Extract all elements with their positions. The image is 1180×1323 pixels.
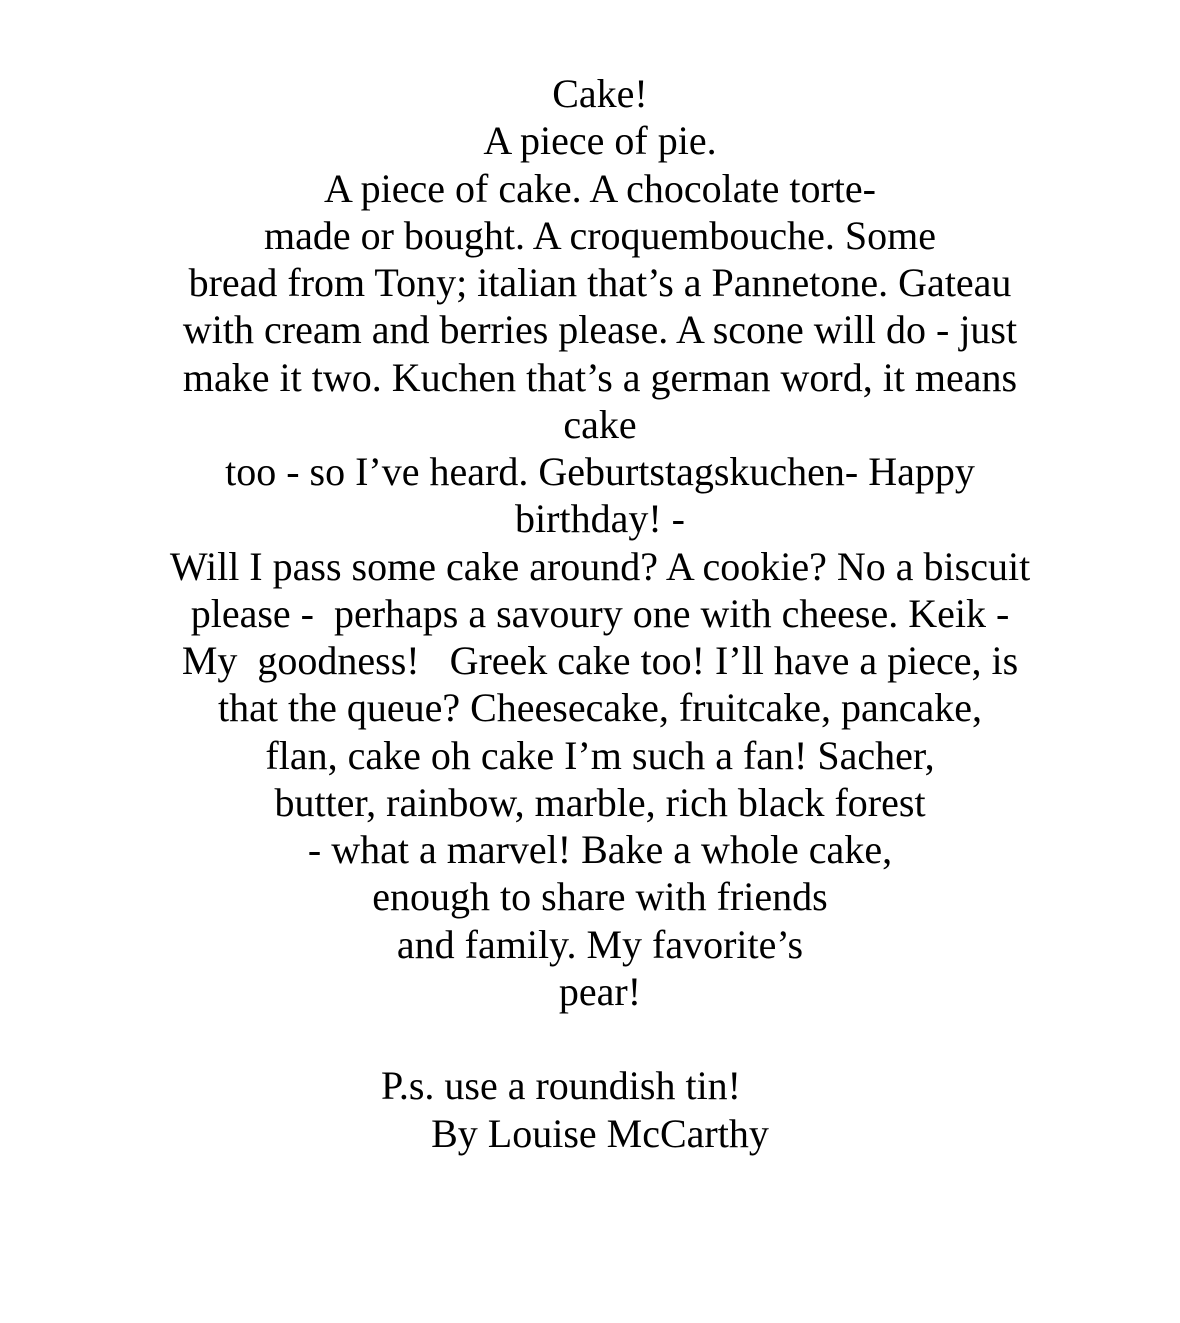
poem-line: - what a marvel! Bake a whole cake,: [307, 827, 893, 872]
poem-line: too - so I’ve heard. Geburtstagskuchen- Happy: [225, 449, 975, 494]
author-line: By Louise McCarthy: [431, 1110, 769, 1156]
poem-line: with cream and berries please. A scone will do - just: [182, 307, 1018, 353]
poem-line: flan, cake oh cake I’m such a fan! Sacher,: [265, 732, 935, 778]
poem-line: made or bought. A croquembouche. Some: [263, 212, 937, 258]
postscript-line: P.s. use a roundish tin!: [381, 1063, 741, 1109]
poem-title: Cake!: [552, 71, 648, 116]
poem-line: please - perhaps a savoury one with cheese. Keik -: [190, 590, 1010, 636]
poem-line: that the queue? Cheesecake, fruitcake, pancake,: [217, 685, 983, 731]
blank-line: [20, 1015, 1180, 1062]
poem-line: birthday! -: [515, 496, 685, 542]
poem-line: cake: [563, 401, 637, 447]
poem-line: bread from Tony; italian that’s a Pannetone. Gateau: [188, 260, 1012, 305]
poem-line: make it two. Kuchen that’s a german word, it means: [182, 354, 1018, 400]
poem-line: A piece of pie.: [483, 118, 717, 164]
poem-line: A piece of cake. A chocolate torte-: [324, 165, 876, 211]
poem-line: enough to share with friends: [372, 874, 828, 920]
poem-line: Will I pass some cake around? A cookie? No a biscuit: [169, 543, 1031, 589]
poem-line: and family. My favorite’s: [396, 921, 804, 967]
poem-line: butter, rainbow, marble, rich black forest: [274, 779, 926, 825]
poem-line: My goodness! Greek cake too! I’ll have a piece, is: [181, 638, 1019, 683]
poem-line: pear!: [558, 968, 642, 1014]
